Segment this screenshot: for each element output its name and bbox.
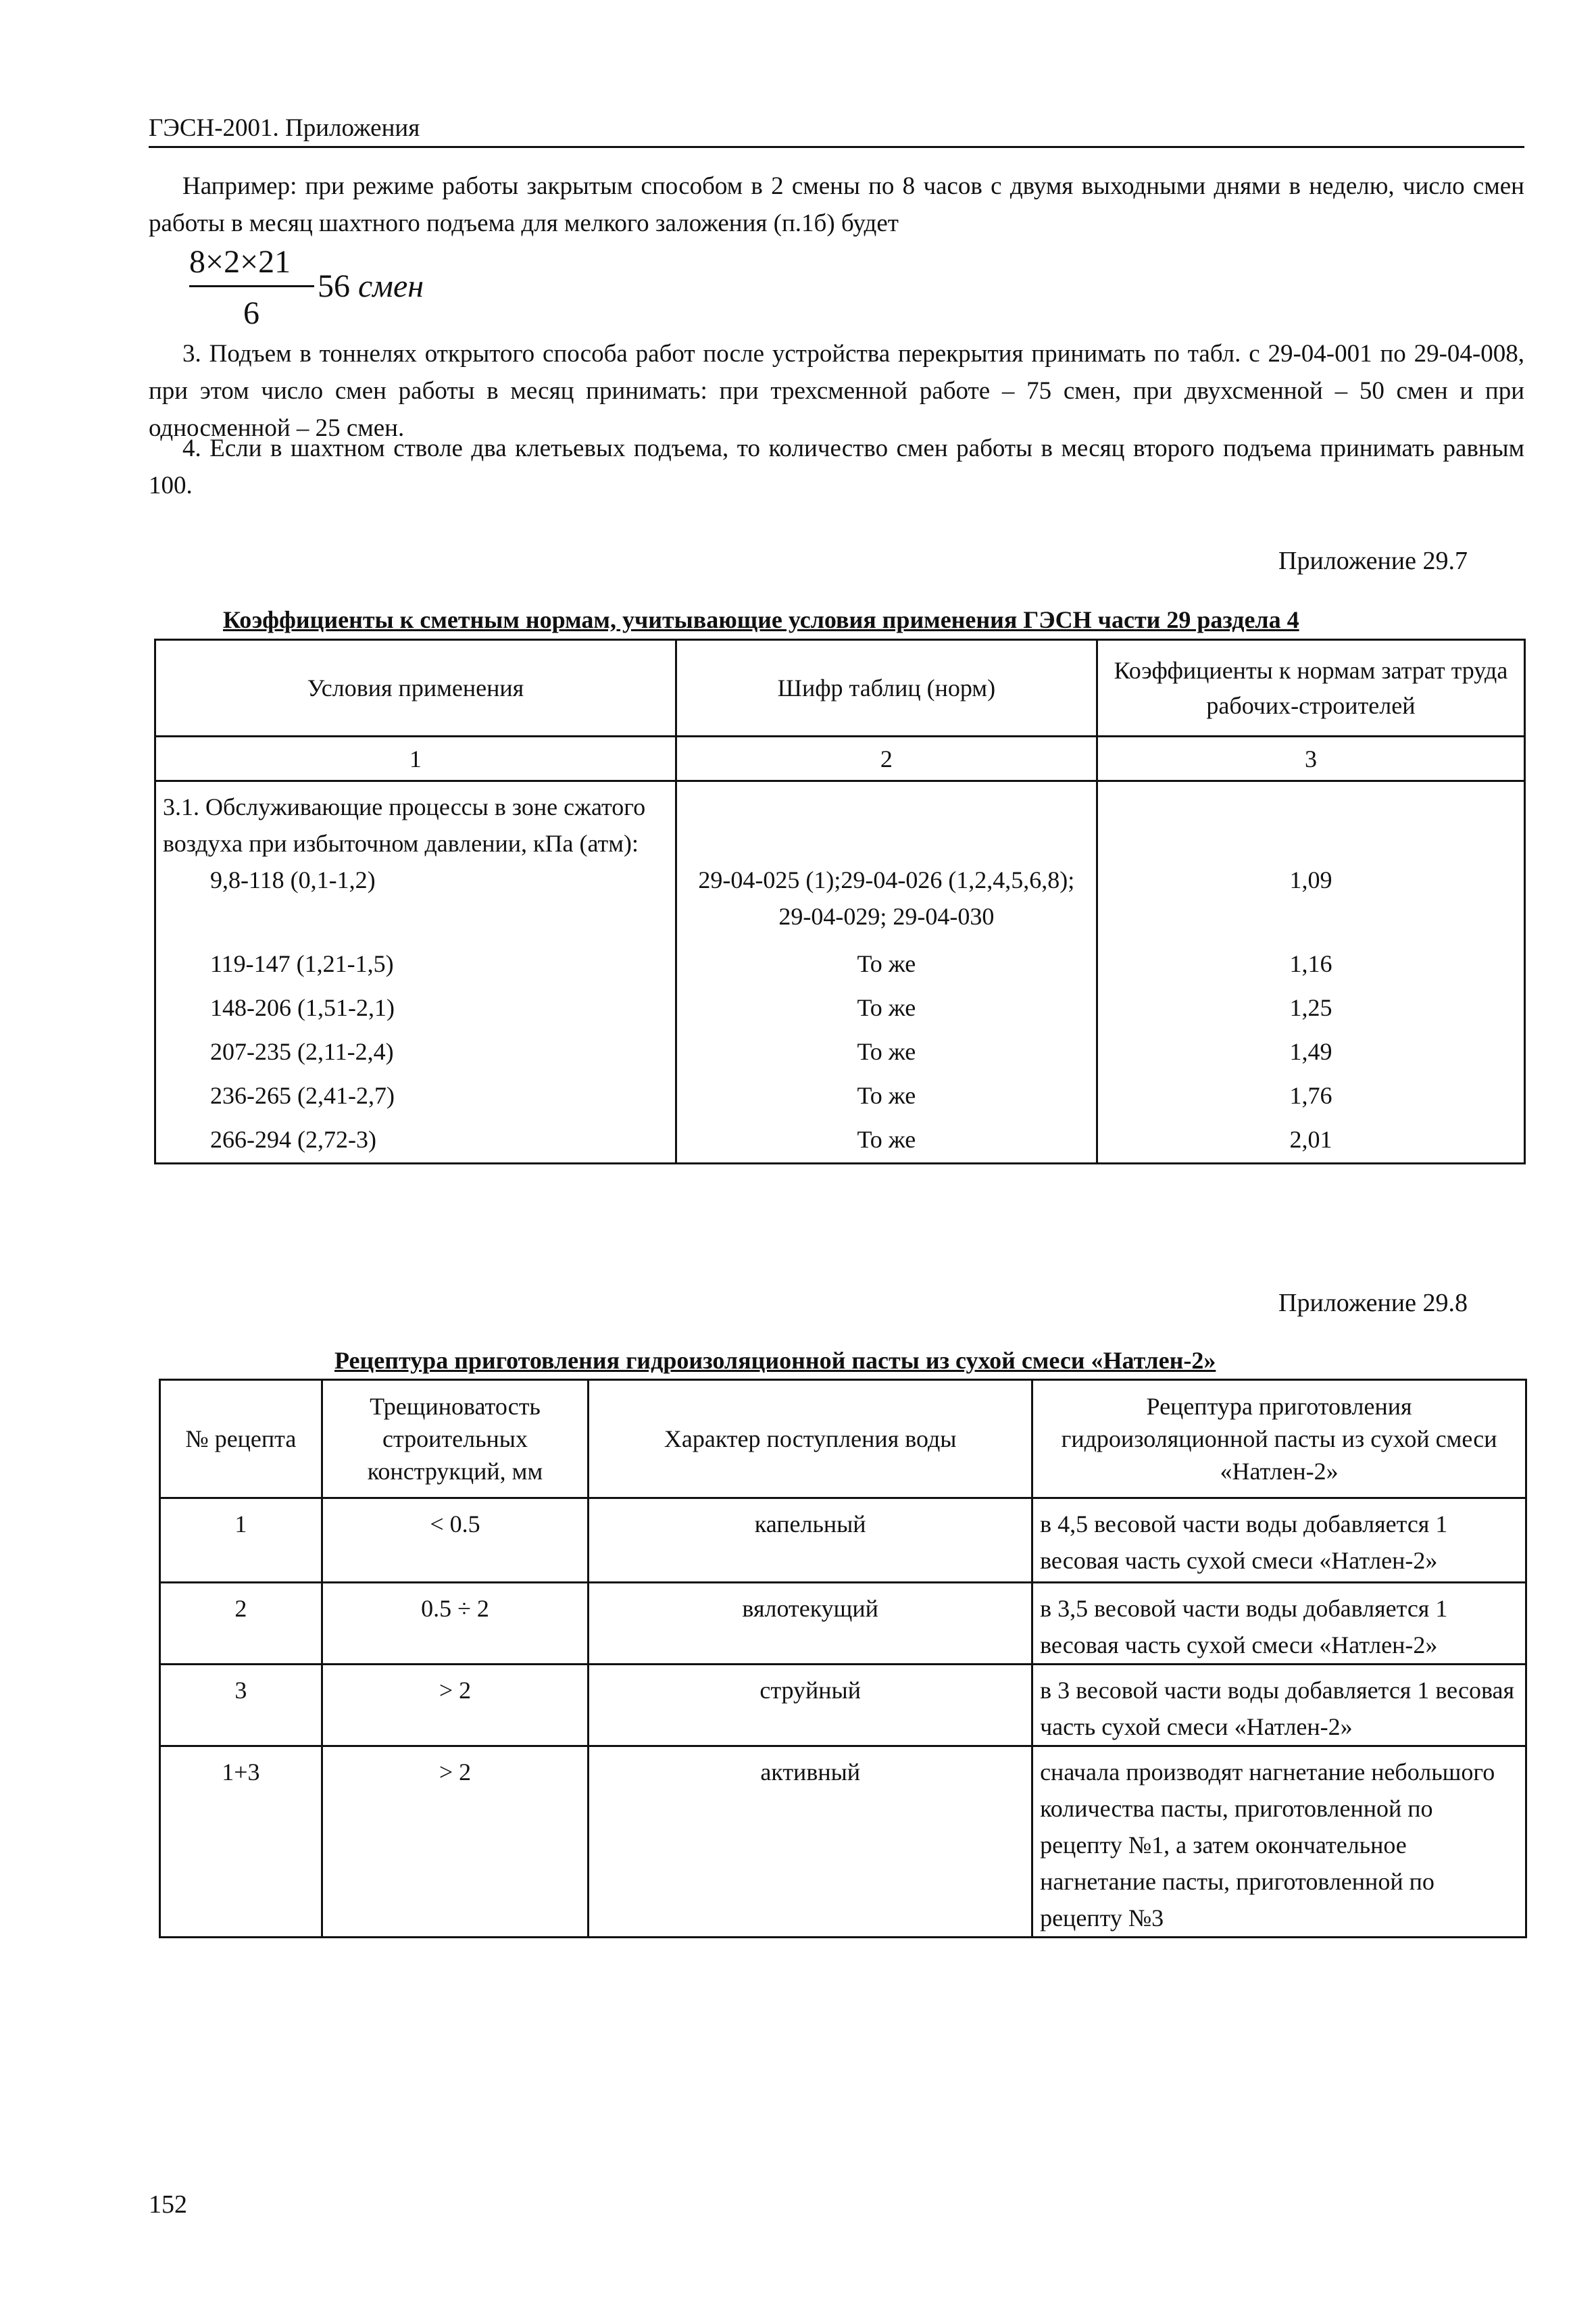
- col-header-water: Характер поступления воды: [589, 1380, 1032, 1498]
- coef-cell: 1,16: [1097, 941, 1524, 985]
- col-header-code: Шифр таблиц (норм): [676, 640, 1097, 737]
- recipe-table: [159, 1379, 1527, 1938]
- recipe-cell: в 4,5 весовой части воды добавляется 1 весовая часть сухой смеси «Натлен-2»: [1032, 1498, 1526, 1583]
- recipe-number-cell: 1+3: [160, 1746, 322, 1938]
- code-cell: То же: [676, 1073, 1097, 1117]
- recipe-number-cell: 3: [160, 1665, 322, 1746]
- coef-cell: 1,49: [1097, 1029, 1524, 1073]
- appendix-29-7-title: Коэффициенты к сметным нормам, учитывающие условия применения ГЭСН части 29 раздела 4: [223, 606, 1299, 633]
- recipe-number-cell: 2: [160, 1583, 322, 1665]
- formula-denominator: 6: [243, 295, 259, 331]
- code-cell: То же: [676, 1029, 1097, 1073]
- crack-cell: 0.5 ÷ 2: [322, 1583, 589, 1665]
- coef-cell: 1,25: [1097, 985, 1524, 1029]
- fraction-bar: [189, 285, 314, 287]
- water-cell: струйный: [589, 1665, 1032, 1746]
- condition-cell: 207-235 (2,11-2,4): [155, 1029, 676, 1073]
- coef-cell: 1,09: [1097, 862, 1524, 941]
- recipe-cell: в 3 весовой части воды добавляется 1 весовая часть сухой смеси «Натлен-2»: [1032, 1665, 1526, 1746]
- crack-cell: < 0.5: [322, 1498, 589, 1583]
- recipe-cell: в 3,5 весовой части воды добавляется 1 весовая часть сухой смеси «Натлен-2»: [1032, 1583, 1526, 1665]
- col-header-cracks: Трещиноватость строительных конструкций, мм: [322, 1380, 589, 1498]
- page-number: 152: [149, 2190, 187, 2219]
- col-number-1: 1: [155, 737, 676, 781]
- condition-cell: 9,8-118 (0,1-1,2): [155, 862, 676, 941]
- recipe-cell: сначала производят нагнетание небольшого количества пасты, приготовленной по рецепту №1, а затем окончательное нагнетание пасты, приготовленной по рецепту №3: [1032, 1746, 1526, 1938]
- water-cell: капельный: [589, 1498, 1032, 1583]
- col-header-conditions: Условия применения: [155, 640, 676, 737]
- condition-cell: 266-294 (2,72-3): [155, 1117, 676, 1163]
- condition-cell: 119-147 (1,21-1,5): [155, 941, 676, 985]
- formula-numerator: 8×2×21: [189, 244, 291, 280]
- col-header-recipe-number: № рецепта: [160, 1380, 322, 1498]
- coef-cell: 1,76: [1097, 1073, 1524, 1117]
- coef-cell: 2,01: [1097, 1117, 1524, 1163]
- running-header: ГЭСН-2001. Приложения: [149, 114, 420, 142]
- col-number-3: 3: [1097, 737, 1524, 781]
- appendix-29-7-label: Приложение 29.7: [1278, 547, 1468, 575]
- appendix-29-8-label: Приложение 29.8: [1278, 1289, 1468, 1317]
- code-cell: То же: [676, 1117, 1097, 1163]
- coefficients-table: [154, 639, 1526, 1164]
- note-4: 4. Если в шахтном стволе два клетьевых подъема, то количество смен работы в месяц второго подъема принимать равным 100.: [149, 435, 1524, 499]
- code-cell: 29-04-025 (1);29-04-026 (1,2,4,5,6,8); 29-04-029; 29-04-030: [676, 862, 1097, 941]
- code-cell: То же: [676, 985, 1097, 1029]
- appendix-29-8-title: Рецептура приготовления гидроизоляционной пасты из сухой смеси «Натлен-2»: [334, 1347, 1216, 1374]
- code-cell: То же: [676, 941, 1097, 985]
- condition-cell: 148-206 (1,51-2,1): [155, 985, 676, 1029]
- header-rule: [149, 146, 1524, 148]
- formula-result: [318, 268, 424, 305]
- col-header-coef: Коэффициенты к нормам затрат труда рабочих-строителей: [1097, 640, 1524, 737]
- section-heading: 3.1. Обслуживающие процессы в зоне сжатого воздуха при избыточном давлении, кПа (атм):: [155, 781, 676, 862]
- example-paragraph: Например: при режиме работы закрытым способом в 2 смены по 8 часов с двумя выходными днями в неделю, число смен работы в месяц шахтного подъема для мелкого заложения (п.1б) будет: [149, 172, 1524, 237]
- note-3: 3. Подъем в тоннелях открытого способа работ после устройства перекрытия принимать по табл. с 29-04-001 по 29-04-008, при этом число смен работы в месяц принимать: при трехсменной работе – 75 смен, при двухсменной – 50 смен и при односменной – 25 смен.: [149, 340, 1524, 442]
- col-number-2: 2: [676, 737, 1097, 781]
- formula-unit: смен: [358, 268, 424, 304]
- formula-result-value: 56: [318, 268, 350, 304]
- water-cell: вялотекущий: [589, 1583, 1032, 1665]
- col-header-recipe: Рецептура приготовления гидроизоляционной пасты из сухой смеси «Натлен-2»: [1032, 1380, 1526, 1498]
- crack-cell: > 2: [322, 1746, 589, 1938]
- crack-cell: > 2: [322, 1665, 589, 1746]
- water-cell: активный: [589, 1746, 1032, 1938]
- condition-cell: 236-265 (2,41-2,7): [155, 1073, 676, 1117]
- recipe-number-cell: 1: [160, 1498, 322, 1583]
